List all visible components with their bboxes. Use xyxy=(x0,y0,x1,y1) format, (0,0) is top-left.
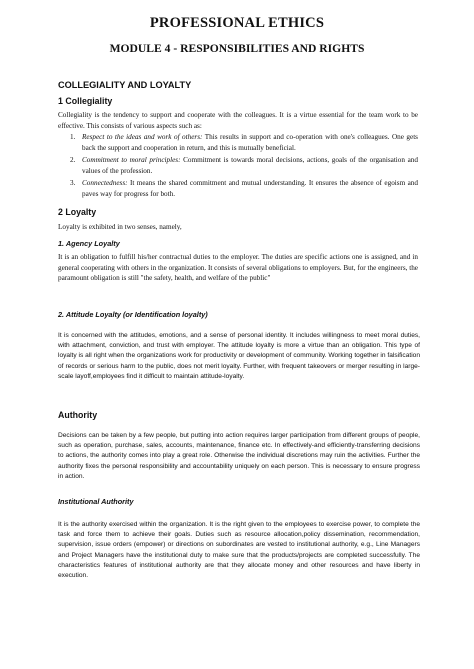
attitude-loyalty-text: It is concerned with the attitudes, emotions, and a sense of personal identity. It includes willingness to meet moral duties, with attachment, conviction, and trust with employer. The attitude loyalty is more a virtue than an obligation. This type of loyalty is all right when the organizations work for productivity or development of community. Working together in falsification of records or serious harm to the public, does not merit loyalty. Further, with frequent takeovers or merger resulting in large-scale layoff,employees find it difficult to maintain attitude-loyalty. xyxy=(58,332,420,380)
item-number: 3. xyxy=(70,179,76,187)
institutional-authority-heading: Institutional Authority xyxy=(58,497,134,506)
item-lead: Connectedness: xyxy=(82,179,128,187)
authority-text: Decisions can be taken by a few people, but putting into action requires larger participation from different groups of people, such as operation, purchase, sales, accounts, maintenance, finance etc. In effectively-and efficiently-transferring decisions to actions, the authority comes into play a great role. Otherwise the individual discretions may ruin the activities. Further the authority fixes the personal responsibility and accountability uniquely on each person. This is necessary to ensure progress in action. xyxy=(58,432,420,480)
item-number: 2. xyxy=(70,156,76,164)
item-text: It means the shared commitment and mutual understanding. It ensures the absence of egoism and paves way for progress for both. xyxy=(82,179,418,198)
collegiality-item-2 xyxy=(70,155,418,176)
agency-loyalty-text: It is an obligation to fulfill his/her contractual duties to the employer. The duties are specific actions one is assigned, and in general cooperating with others in the organization. It consists of several obligations to employers. But, for the engineers, the paramount obligation is still "the safety, health, and welfare of the public" xyxy=(58,253,418,283)
agency-loyalty-heading: 1. Agency Loyalty xyxy=(58,239,120,248)
loyalty-intro: Loyalty is exhibited in two senses, namely, xyxy=(58,223,182,231)
collegiality-item-1 xyxy=(70,132,418,153)
document-title: PROFESSIONAL ETHICS xyxy=(149,15,325,31)
section-heading: COLLEGIALITY AND LOYALTY xyxy=(58,80,192,90)
loyalty-heading: 2 Loyalty xyxy=(58,207,97,217)
authority-heading: Authority xyxy=(58,410,98,420)
attitude-loyalty-heading: 2. Attitude Loyalty (or Identification loyalty) xyxy=(58,310,208,319)
institutional-authority-text: It is the authority exercised within the organization. It is the right given to the employees to exercise power, to complete the task and force them to achieve their goals. Duties such as resource allocation,policy dissemination, recommendation, supervision, issue orders (empower) or directions on subordinates are vested to institutional authority, e.g., Line Managers and Project Managers have the institutional duty to make sure that the products/projects are completed successfully. The characteristics features of institutional authority are that they allocate money and other resources and have liberty in execution. xyxy=(58,521,420,580)
item-lead: Commitment to moral principles: xyxy=(82,156,181,164)
item-lead: Respect to the ideas and work of others: xyxy=(82,133,203,141)
collegiality-intro: Collegiality is the tendency to support and cooperate with the colleagues. It is a virtue essential for the team work to be effective. This consists of various aspects such as: xyxy=(58,111,418,130)
module-title: MODULE 4 - RESPONSIBILITIES AND RIGHTS xyxy=(109,42,365,55)
collegiality-item-3 xyxy=(70,178,418,199)
item-text: This results in support and co-operation with one's colleagues. One gets back the support and cooperation in return, and this is mutually beneficial. xyxy=(82,133,418,152)
collegiality-heading: 1 Collegiality xyxy=(58,96,113,106)
item-text: Commitment is towards moral decisions, actions, goals of the organisation and values of the profession. xyxy=(82,156,418,175)
item-number: 1. xyxy=(70,133,76,141)
